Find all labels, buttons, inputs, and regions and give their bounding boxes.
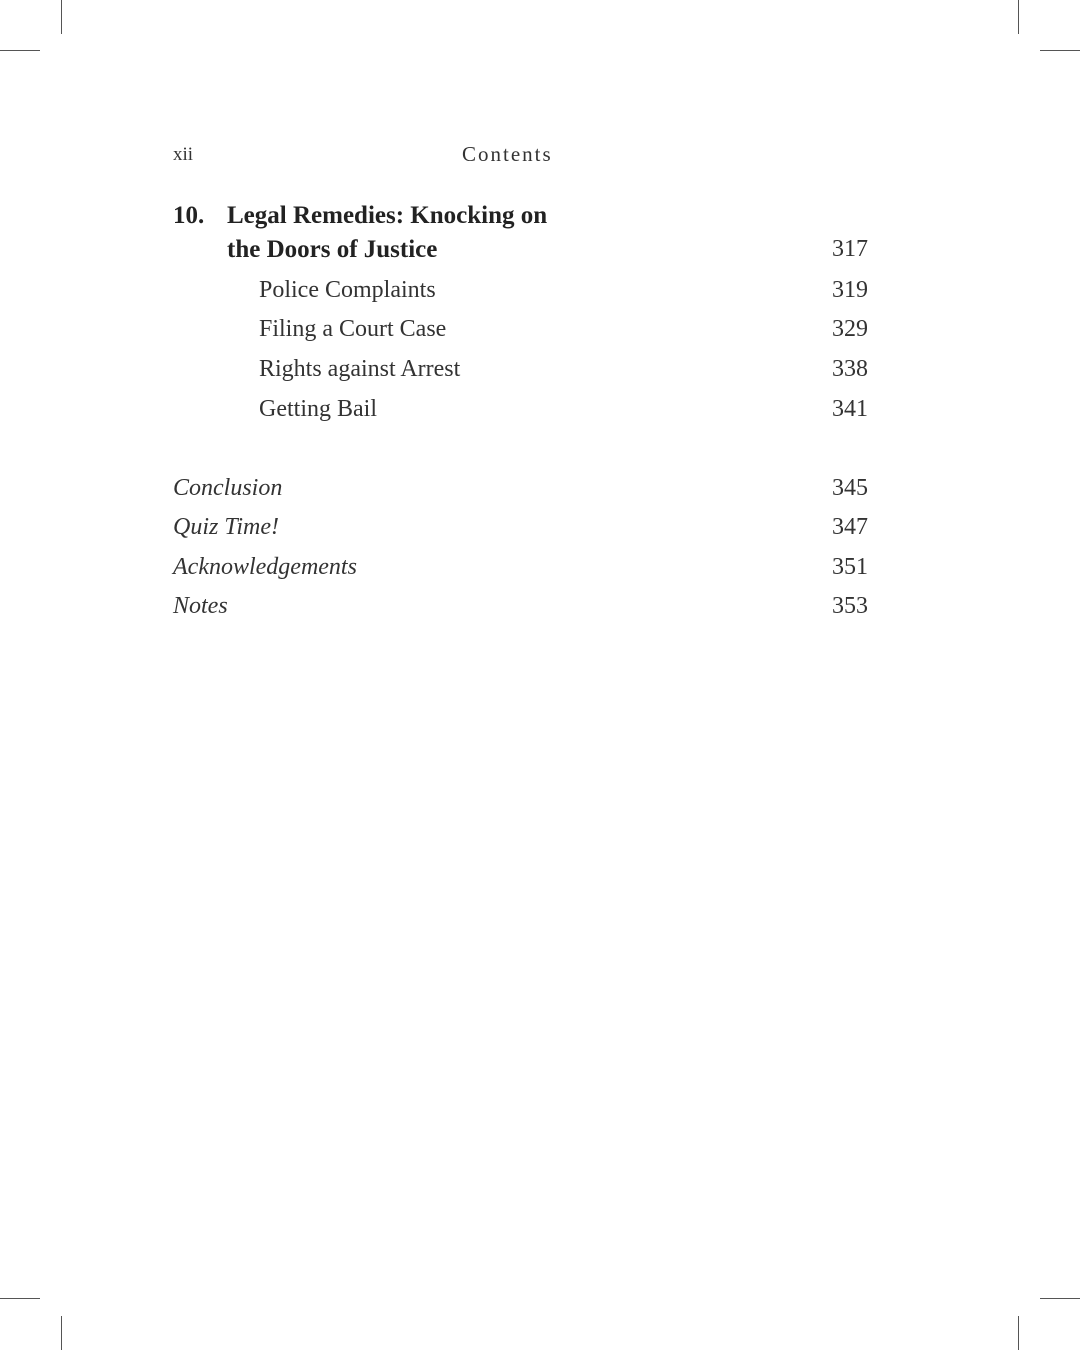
toc-section-title: Filing a Court Case xyxy=(259,316,447,342)
page-number: xii xyxy=(173,144,194,165)
running-head xyxy=(0,140,1080,170)
toc-back-matter-row xyxy=(0,514,1080,548)
crop-mark-top-right xyxy=(1018,0,1019,34)
toc-back-matter-page: 347 xyxy=(832,514,868,540)
toc-back-matter-page: 345 xyxy=(832,475,868,501)
chapter-title-line-2: the Doors of Justice xyxy=(227,236,438,263)
toc-back-matter-row xyxy=(0,554,1080,588)
toc-section-row xyxy=(0,356,1080,390)
toc-section-title: Police Complaints xyxy=(259,277,436,303)
crop-mark-top-left xyxy=(61,0,62,34)
toc-back-matter-row xyxy=(0,475,1080,509)
toc-back-matter-title: Notes xyxy=(173,593,228,619)
toc-back-matter-page: 353 xyxy=(832,593,868,619)
crop-mark-bottom-left xyxy=(61,1316,62,1350)
chapter-page-number: 317 xyxy=(832,236,868,262)
crop-mark-bottom-left-h xyxy=(0,1298,40,1299)
toc-section-page: 319 xyxy=(832,277,868,303)
toc-back-matter-title: Conclusion xyxy=(173,475,283,501)
toc-section-page: 341 xyxy=(832,396,868,422)
toc-section-title: Getting Bail xyxy=(259,396,377,422)
toc-section-title: Rights against Arrest xyxy=(259,356,461,382)
toc-section-page: 329 xyxy=(832,316,868,342)
chapter-title-line-1: Legal Remedies: Knocking on xyxy=(227,202,548,229)
toc-back-matter-page: 351 xyxy=(832,554,868,580)
running-head-title: Contents xyxy=(462,142,553,166)
toc-section-row xyxy=(0,316,1080,350)
toc-section-page: 338 xyxy=(832,356,868,382)
chapter-number: 10. xyxy=(173,202,205,229)
crop-mark-bottom-right-h xyxy=(1040,1298,1080,1299)
crop-mark-bottom-right xyxy=(1018,1316,1019,1350)
toc-back-matter-title: Acknowledgements xyxy=(173,554,357,580)
crop-mark-top-right-h xyxy=(1040,50,1080,51)
toc-back-matter-row xyxy=(0,593,1080,627)
toc-section-row xyxy=(0,396,1080,430)
toc-back-matter-title: Quiz Time! xyxy=(173,514,280,540)
toc-section-row xyxy=(0,277,1080,311)
crop-mark-top-left-h xyxy=(0,50,40,51)
